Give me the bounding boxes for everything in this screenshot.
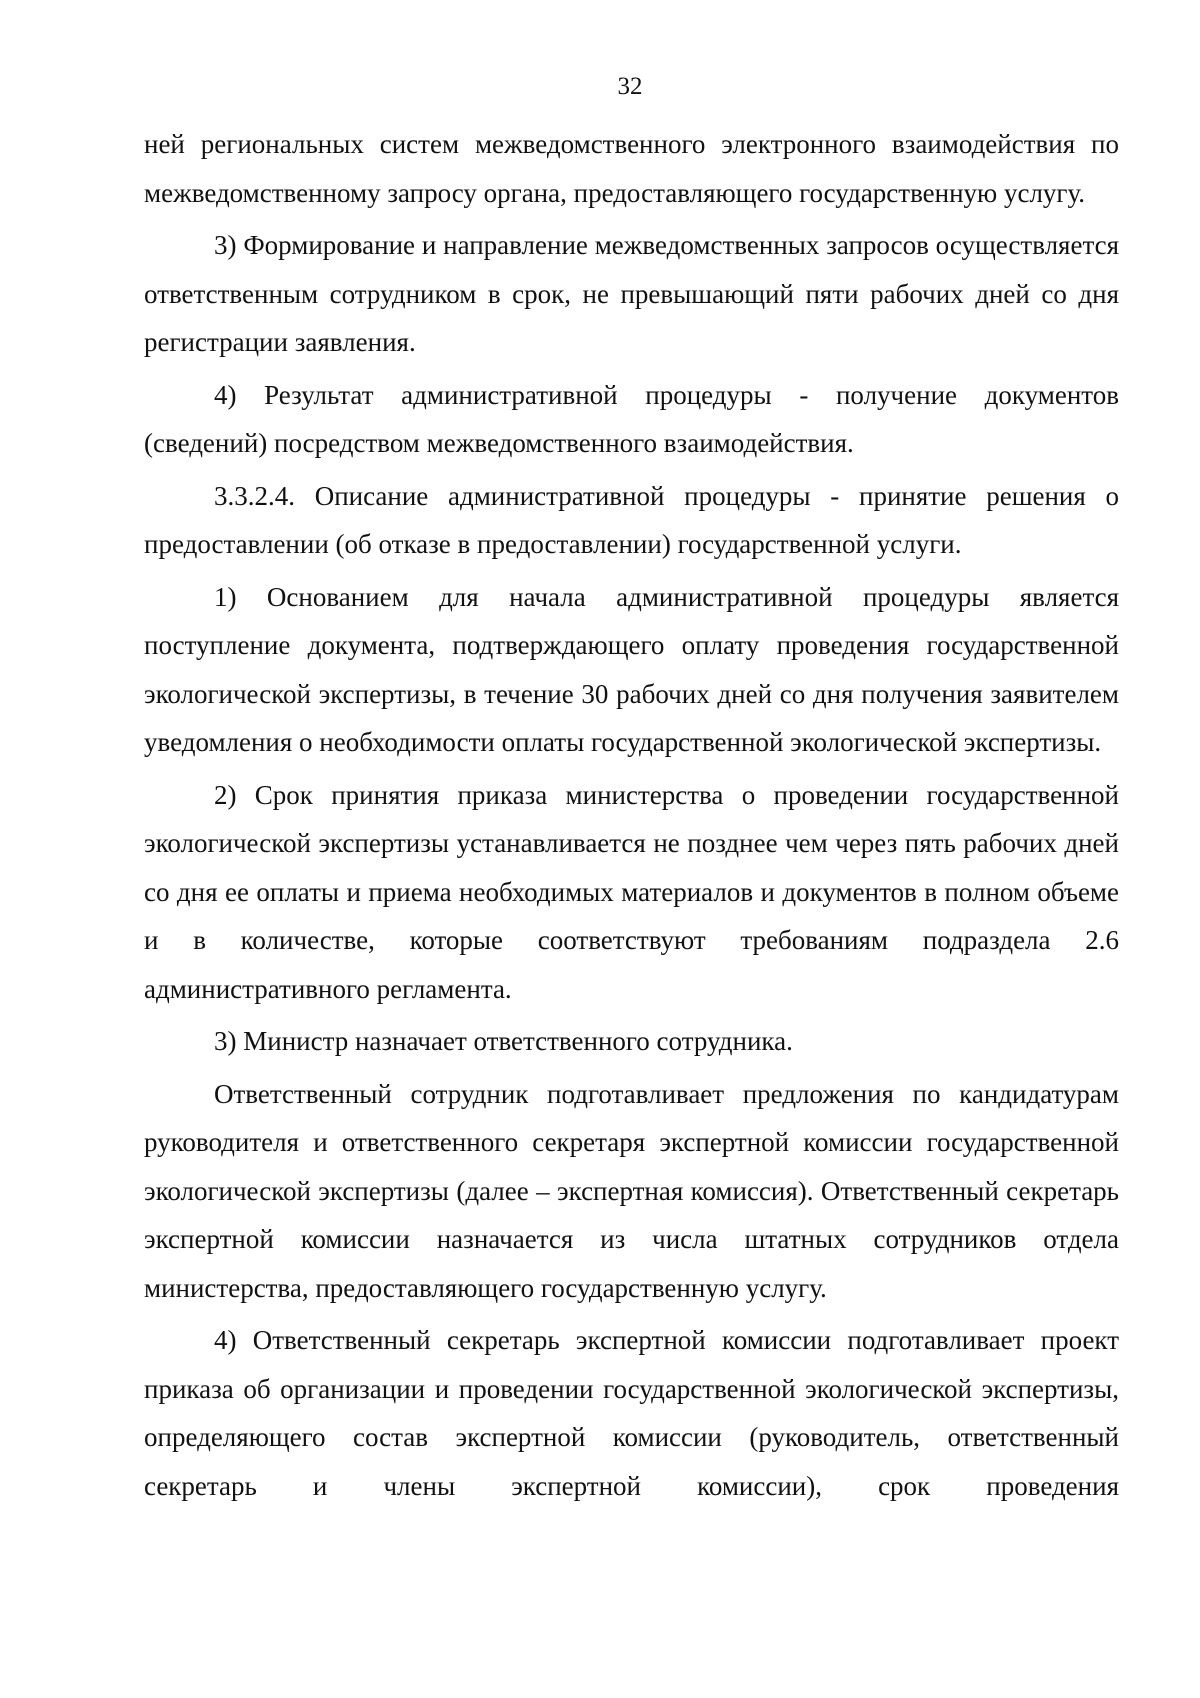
- paragraph-item-3-minister: 3) Министр назначает ответственного сотрудника.: [214, 1026, 793, 1056]
- paragraph-responsible-employee: Ответственный сотрудник подготавливает предложения по кандидатурам руководителя и ответственного секретаря экспертной комиссии государственной экологической экспертизы (далее – экспертная комиссия). Ответственный секретарь экспертной комиссии назначается из числа штатных сотрудников отдела министерства, предоставляющего государственную услугу.: [144, 1078, 1119, 1303]
- document-body: [144, 120, 1119, 1514]
- paragraph-section-3-3-2-4: 3.3.2.4. Описание административной процедуры - принятие решения о предоставлении (об отказе в предоставлении) государственной услуги.: [144, 480, 1119, 559]
- paragraph-item-4-secretary: 4) Ответственный секретарь экспертной комиссии подготавливает проект приказа об организации и проведении государственной экологической экспертизы, определяющего состав экспертной комиссии (руководитель, ответственный секретарь и члены экспертной комиссии), срок проведения: [144, 1325, 1119, 1501]
- paragraph-item-4-result: 4) Результат административной процедуры - получение документов (сведений) посредством межведомственного взаимодействия.: [144, 379, 1119, 458]
- page-number: 32: [617, 73, 643, 100]
- paragraph-item-1-grounds: 1) Основанием для начала административной процедуры является поступление документа, подтверждающего оплату проведения государственной экологической экспертизы, в течение 30 рабочих дней со дня получения заявителем уведомления о необходимости оплаты государственной экологической экспертизы.: [144, 581, 1119, 757]
- paragraph-item-3-requests: 3) Формирование и направление межведомственных запросов осуществляется ответственным сотрудником в срок, не превышающий пяти рабочих дней со дня регистрации заявления.: [144, 230, 1119, 357]
- paragraph-item-2-deadline: 2) Срок принятия приказа министерства о проведении государственной экологической экспертизы устанавливается не позднее чем через пять рабочих дней со дня ее оплаты и приема необходимых материалов и документов в полном объеме и в количестве, которые соответствуют требованиям подраздела 2.6 административного регламента.: [144, 779, 1119, 1004]
- paragraph-continuation: ней региональных систем межведомственного электронного взаимодействия по межведомственному запросу органа, предоставляющего государственную услугу.: [144, 129, 1119, 208]
